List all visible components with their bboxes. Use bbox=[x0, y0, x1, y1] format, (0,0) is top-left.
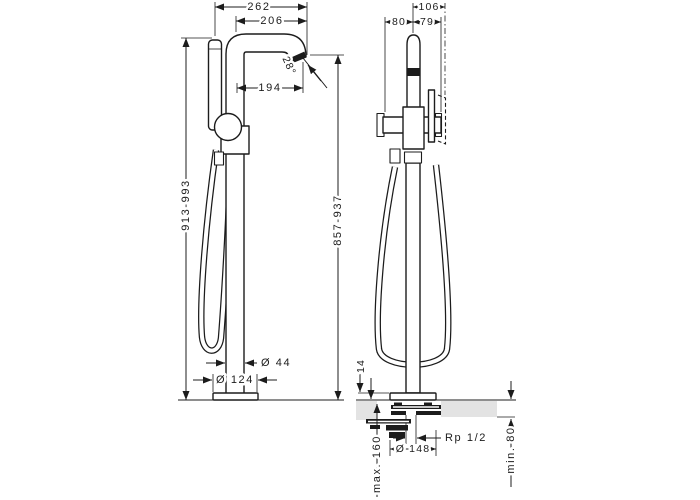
dim-min-floor-depth bbox=[505, 381, 517, 487]
dim-label-overall-depth: 262 bbox=[247, 1, 271, 13]
dim-label-spout-angle: 28° bbox=[279, 54, 299, 78]
shower-holder-joint bbox=[215, 114, 242, 141]
dim-base-plate-height bbox=[355, 359, 389, 399]
hose-stub-front bbox=[390, 149, 400, 163]
side-view bbox=[178, 1, 344, 400]
dim-label-outlet-height: 857-937 bbox=[332, 194, 344, 246]
dim-label-spout-projection-outer: 206 bbox=[260, 15, 284, 27]
handle-lever bbox=[429, 90, 435, 142]
dim-label-min-floor-depth: min. 80 bbox=[505, 426, 517, 474]
base-plate-side bbox=[213, 393, 258, 400]
dim-spout-projection-outer bbox=[236, 15, 307, 32]
dim-riser-diameter bbox=[206, 357, 291, 369]
mixer-body-front bbox=[403, 107, 424, 149]
dim-label-mounting-flange-diameter: Ø 148 bbox=[395, 443, 431, 455]
dim-label-front-overall-right: 106 bbox=[418, 1, 440, 13]
dim-label-front-offset-left: 80 bbox=[391, 16, 407, 28]
hose-stub-side bbox=[215, 152, 224, 165]
dim-label-spout-projection: 194 bbox=[258, 82, 282, 94]
spout-aerator-band bbox=[407, 68, 420, 76]
dim-label-riser-diameter: Ø 44 bbox=[261, 357, 292, 369]
dim-label-base-plate-height: 14 bbox=[355, 358, 367, 374]
spout-front-outline bbox=[407, 35, 420, 118]
front-view bbox=[355, 1, 517, 497]
floor-section-left bbox=[356, 401, 377, 420]
floor-section-right bbox=[441, 401, 497, 417]
dim-label-connection-thread: Rp 1/2 bbox=[445, 432, 488, 444]
dim-label-overall-height: 913-993 bbox=[180, 179, 192, 231]
base-plate-front bbox=[390, 393, 436, 400]
dim-label-front-offset-right: 79 bbox=[419, 16, 435, 28]
dim-outlet-height bbox=[310, 55, 344, 400]
column-union-nut bbox=[405, 152, 422, 163]
riser-column-front bbox=[406, 163, 420, 393]
dim-label-max-installation-depth: max. 160 bbox=[371, 434, 383, 494]
dim-label-base-plate-diameter: Ø 124 bbox=[216, 374, 254, 386]
